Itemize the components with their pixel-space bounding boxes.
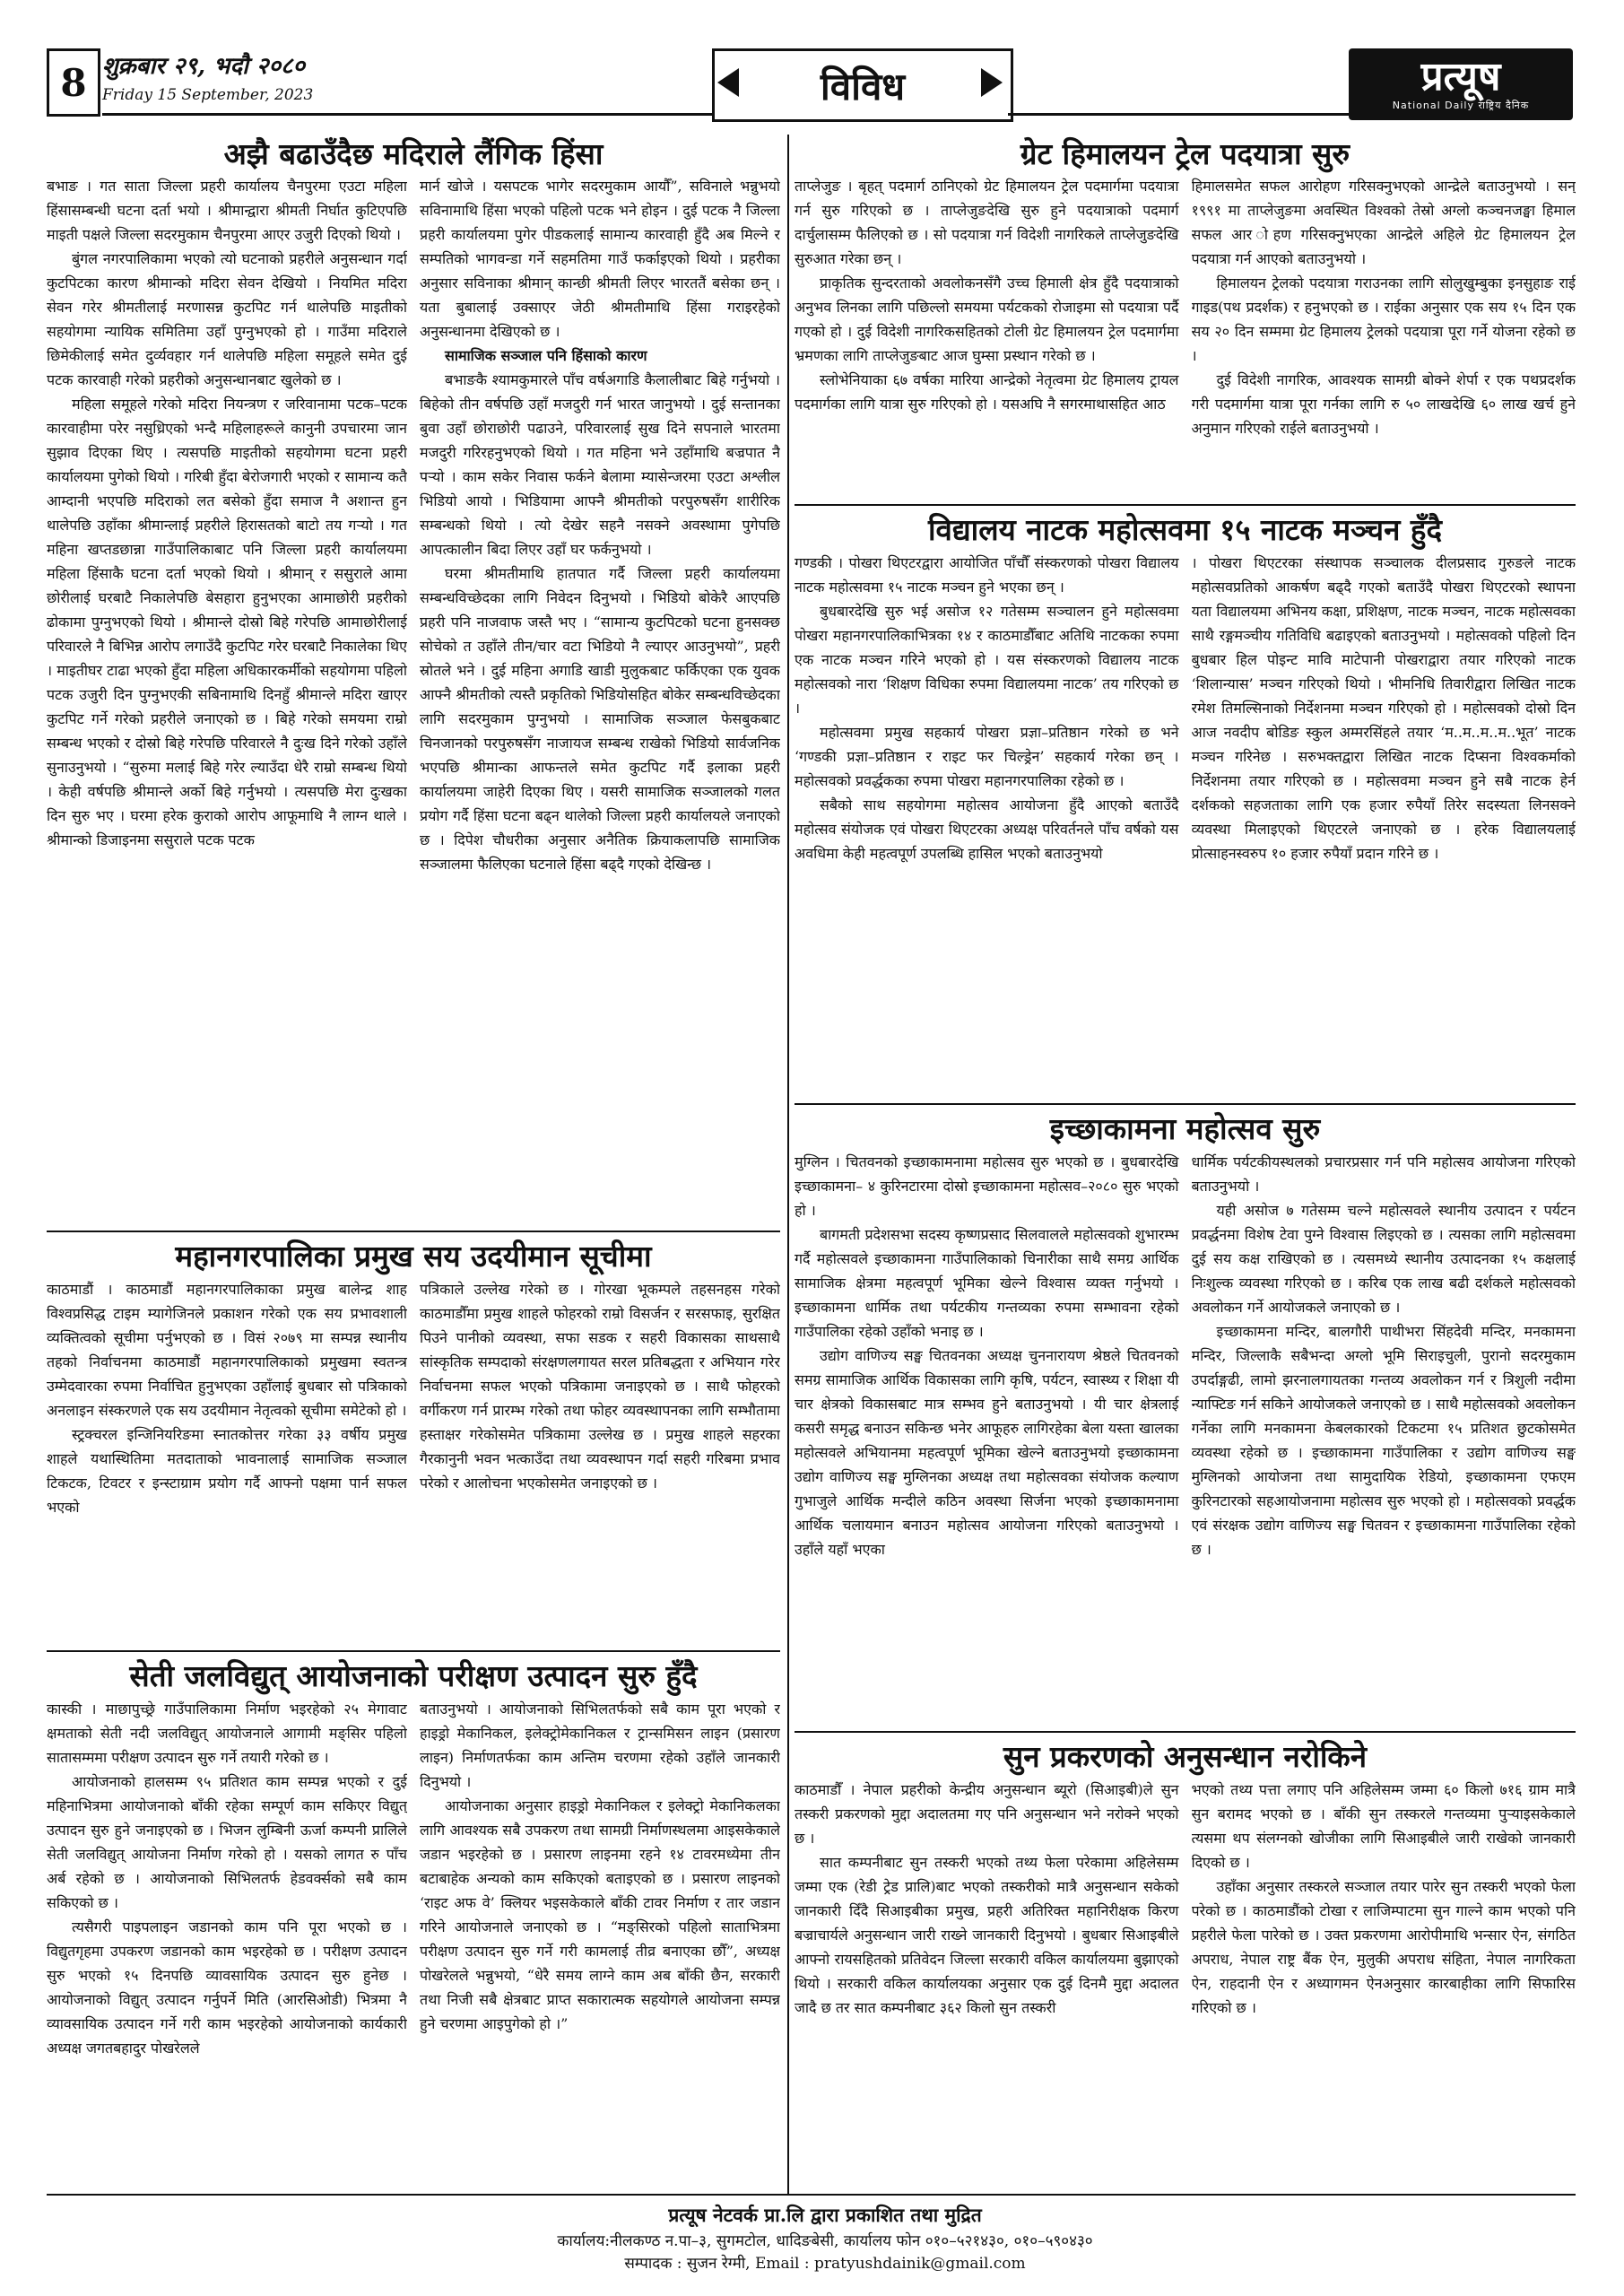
paragraph: ताप्लेजुङ । बृहत् पदमार्ग ठानिएको ग्रेट हिमालयन ट्रेल पदमार्गमा पदयात्रा गर्न सुरु गरिएको छ । ताप्लेजुङदेखि सुरु हुने पदयात्राको पदमार्ग दार्चुलासम्म फैलिएको छ । सो पदयात्रा गर्न विदेशी नागरिकले ताप्लेजुङदेखि सुरुआत गरेका छन् । [795, 178, 1179, 267]
article-column [1192, 174, 1576, 497]
paragraph: बुधबारदेखि सुरु भई असोज १२ गतेसम्म सञ्चालन हुने महोत्सवमा पोखरा महानगरपालिकाभित्रका १४ र काठमाडौँबाट अतिथि नाटकका रुपमा एक नाटक मञ्चन गरिने भएको हो । यस संस्करणको विद्यालय नाटक महोत्सवको नारा ‘शिक्षण विधिका रुपमा विद्यालयमा नाटक’ तय गरिएको छ । [795, 603, 1179, 717]
article-column [1192, 1778, 1576, 2187]
article-column [47, 1277, 407, 1645]
triangle-left-icon [717, 68, 739, 97]
date-english: Friday 15 September, 2023 [102, 86, 314, 104]
paragraph: आयोजनाको हालसम्म ९५ प्रतिशत काम सम्पन्न भएको र दुई महिनाभित्रमा आयोजनाको बाँकी रहेका सम्पूर्ण काम सकिएर विद्युत् उत्पादन सुरु हुने जनाइएको छ । भिजन लुम्बिनी ऊर्जा कम्पनी प्रालिले सेती जलविद्युत् आयोजना निर्माण गरेको हो । यसको लागत रु पाँच अर्ब रहेको छ । आयोजनाको सिभिलतर्फ हेडवर्क्सको सबै काम सकिएको छ । [47, 1773, 407, 1911]
paragraph: स्ट्रक्चरल इन्जिनियरिङमा स्नातकोत्तर गरेका ३३ वर्षीय प्रमुख शाहले यथास्थितिमा मतदाताको भावनालाई सामाजिक सञ्जाल टिकटक, टिवटर र इन्स्टाग्राम प्रयोग गर्दै आफ्नो पक्षमा पार्न सफल भएको [47, 1426, 407, 1516]
article-rule [47, 1231, 780, 1232]
article-rule [47, 1650, 780, 1652]
center-column-rule [787, 135, 789, 2194]
paragraph: बभाङकै श्यामकुमारले पाँच वर्षअगाडि कैलालीबाट बिहे गर्नुभयो । बिहेको तीन वर्षपछि उहाँ मजदुरी गर्न भारत जानुभयो । दुई सन्तानका बुवा उहाँ छोराछोरी पढाउने, परिवारलाई सुख दिने सपनाले भारतमा मजदुरी गरिरहनुभएको थियो । गत महिना भने उहाँमाथि बज्रपात नै पऱ्यो । काम सकेर निवास फर्कने बेलामा म्यासेन्जरमा एउटा अश्लील भिडियो आयो । भिडियामा आफ्नै श्रीमतीको परपुरुषसँग शारीरिक सम्बन्धको थियो । त्यो देखेर सहनै नसक्ने अवस्थामा पुगेपछि आपत्कालीन बिदा लिएर उहाँ घर फर्कनुभयो । [420, 371, 780, 558]
paragraph: प्राकृतिक सुन्दरताको अवलोकनसँगै उच्च हिमाली क्षेत्र हुँदै पदयात्राको अनुभव लिनका लागि पछिल्लो समयमा पर्यटकको रोजाइमा सो पदयात्रा पर्दै गएको हो । दुई विदेशी नागरिकसहितको टोली ग्रेट हिमालयन ट्रेल पदमार्गमा भ्रमणका लागि ताप्लेजुङबाट आज घुम्सा प्रस्थान गरेको छ । [795, 274, 1179, 364]
paragraph: कास्की । माछापुच्छ्रे गाउँपालिकामा निर्माण भइरहेको २५ मेगावाट क्षमताको सेती नदी जलविद्युत् आयोजनाले आगामी मङ्सिर पहिलो सातासम्ममा परीक्षण उत्पादन सुरु गर्ने तयारी गरेको छ । [47, 1700, 407, 1766]
article-column [47, 1697, 407, 2187]
headline: सेती जलविद्युत् आयोजनाको परीक्षण उत्पादन सुरु हुँदै [129, 1658, 698, 1693]
paragraph: बताउनुभयो । आयोजनाको सिभिलतर्फको सबै काम पूरा भएको र हाइड्रो मेकानिकल, इलेक्ट्रोमेकानिकल र ट्रान्समिसन लाइन (प्रसारण लाइन) निर्माणतर्फका काम अन्तिम चरणमा रहेको उहाँले जानकारी दिनुभयो । [420, 1700, 780, 1790]
headline: इच्छाकामना महोत्सव सुरु [1049, 1111, 1321, 1146]
editor-email: सम्पादक : सुजन रेग्मी, Email : pratyushdainik@gmail.com [624, 2255, 1026, 2273]
paragraph: स्लोभेनियाका ६७ वर्षका मारिया आन्द्रेको नेतृत्वमा ग्रेट हिमालय ट्रायल पदमार्गका लागि यात्रा सुरु गरिएको हो । यसअघि नै सगरमाथासहित आठ [795, 371, 1179, 413]
paragraph: बुंगल नगरपालिकामा भएको त्यो घटनाको प्रहरीले अनुसन्धान गर्दा कुटपिटका कारण श्रीमान्को मदिरा सेवन देखियो । नियमित मदिरा सेवन गरेर श्रीमतीलाई मरणासन्न कुटपिट गर्न थालेपछि माइतीको सहयोगमा न्यायिक समितिमा उहाँ पुग्नुभएको हो । गाउँमा मदिराले छिमेकीलाई समेत दुर्व्यवहार गर्न थालेपछि महिला समूहले समेत दुई पटक कारवाही गरेको प्रहरीको अनुसन्धानबाट खुलेको छ । [47, 250, 407, 388]
paragraph: बागमती प्रदेशसभा सदस्य कृष्णप्रसाद सिलवालले महोत्सवको शुभारम्भ गर्दै महोत्सवले इच्छाकामना गाउँपालिकाको चिनारीका साथै समग्र आर्थिक सामाजिक क्षेत्रमा महत्वपूर्ण भूमिका खेल्ने विश्वास व्यक्त गर्नुभयो । इच्छाकामना धार्मिक तथा पर्यटकीय गन्तव्यका रुपमा सम्भावना रहेको गाउँपालिका रहेको उहाँको भनाइ छ । [795, 1226, 1179, 1340]
paragraph: मार्न खोजे । यसपटक भागेर सदरमुकाम आयौँ”, सविनाले भन्नुभयो सविनामाथि हिंसा भएको पहिलो पटक भने होइन । दुई पटक नै जिल्ला प्रहरी कार्यालयमा पुगेर पीडकलाई सामान्य कारवाही हुँदै अब मिल्ने र सम्पतिको भागवन्डा गर्ने सहमतिमा गाउँ फर्काइएको थियो । प्रहरीका अनुसार सविनाका श्रीमान् कान्छी श्रीमती लिएर भारततैं बसेका छन् । यता बुबालाई उक्साएर जेठी श्रीमतीमाथि हिंसा गराइरहेको अनुसन्धानमा देखिएको छ । [420, 178, 780, 340]
paragraph: पत्रिकाले उल्लेख गरेको छ । गोरखा भूकम्पले तहसनहस गरेको काठमाडौँमा प्रमुख शाहले फोहरको राम्रो विसर्जन र सरसफाइ, सुरक्षित पिउने पानीको व्यवस्था, सफा सडक र सहरी विकासका साथसाथै सांस्कृतिक सम्पदाको संरक्षणलगायत सरल प्रतिबद्धता र अभियान गरेर निर्वाचनमा सफल भएको पत्रिकामा जनाइएको छ । साथै फोहरको वर्गीकरण गर्न प्रारम्भ गरेको तथा फोहर व्यवस्थापनका लागि सम्भौतामा हस्ताक्षर गरेकोसमेत पत्रिकामा उल्लेख छ । प्रमुख शाहले सहरका गैरकानुनी भवन भत्काउँदा तथा व्यवस्थापन गर्दा सहरी गरिबमा प्रभाव परेको र आलोचना भएकोसमेत जनाइएको छ । [420, 1281, 780, 1492]
article-metro-entrepreneurs [47, 1236, 780, 1648]
paragraph: भएको तथ्य पत्ता लगाए पनि अहिलेसम्म जम्मा ६० किलो ७१६ ग्राम मात्रै सुन बरामद भएको छ । बाँकी सुन तस्करले गन्तव्यमा पुऱ्याइसकेकाले त्यसमा थप संलग्नको खोजीका लागि सिआइबीले जारी राखेको जानकारी दिएको छ । [1191, 1781, 1576, 1871]
paragraph: आयोजनाका अनुसार हाइड्रो मेकानिकल र इलेक्ट्रो मेकानिकलका लागि आवश्यक सबै उपकरण तथा सामग्री निर्माणस्थलमा आइसकेकाले जडान भइरहेको छ । प्रसारण लाइनमा रहने १४ टावरमध्येमा तीन बटाबाहेक अन्यको काम सकिएको बताइएको छ । प्रसारण लाइनको ‘राइट अफ वे’ क्लियर भइसकेकाले बाँकी टावर निर्माण र तार जडान गरिने आयोजनाले जनाएको छ । “मङ्सिरको पहिलो साताभित्रमा परीक्षण उत्पादन सुरु गर्ने गरी कामलाई तीव्र बनाएका छौँ”, अध्यक्ष पोखरेलले भन्नुभयो, “धेरै समय लाग्ने काम अब बाँकी छैन, सरकारी तथा निजी सबै क्षेत्रबाट प्राप्त सकारात्मक सहयोगले आयोजना सम्पन्न हुने चरणमा आइपुगेको हो ।” [420, 1797, 780, 2032]
footer-rule [47, 2194, 1576, 2196]
date-nepali: शुक्रबार २९, भदौ २०८० [102, 53, 306, 80]
paragraph: उद्योग वाणिज्य सङ्घ चितवनका अध्यक्ष चुननारायण श्रेष्ठले चितवनको समग्र सामाजिक आर्थिक विकासका लागि कृषि, पर्यटन, स्वास्थ्य र शिक्षा यी चार क्षेत्रको विकासबाट मात्र सम्भव हुने बताउनुभयो । यी चार क्षेत्रलाई कसरी समृद्ध बनाउन सकिन्छ भनेर आफूहरु लागिरहेका बेला यस्ता खालका महोत्सवले अभियानमा महत्वपूर्ण भूमिका खेल्ने बताउनुभयो इच्छाकामना उद्योग वाणिज्य सङ्घ मुग्लिनका अध्यक्ष तथा महोत्सवका संयोजक कल्याण गुभाजुले आर्थिक मन्दीले कठिन अवस्था सिर्जना भएको इच्छाकामनामा आर्थिक चलायमान बनाउन महोत्सव आयोजना गरिएको बताउनुभयो । उहाँले यहाँ भएका [795, 1347, 1179, 1558]
paragraph: घरमा श्रीमतीमाथि हातपात गर्दै जिल्ला प्रहरी कार्यालयमा सम्बन्धविच्छेदका लागि निवेदन दिनुभयो । भिडियो बोकेरै आएपछि प्रहरी पनि नाजवाफ जस्तै भए । “सामान्य कुटपिटको घटना हुनसक्छ सोचेको त उहाँले तीन/चार वटा भिडियो नै ल्याएर आउनुभयो”, प्रहरी स्रोतले भने । दुई महिना अगाडि खाडी मुलुकबाट फर्किएका एक युवक आफ्नै श्रीमतीको त्यस्तै प्रकृतिको भिडियोसहित बोकेर सम्बन्धविच्छेदका लागि सदरमुकाम पुग्नुभयो । सामाजिक सञ्जाल फेसबुकबाट चिनजानको परपुरुषसँग नाजायज सम्बन्ध राखेको भिडियो सार्वजनिक भएपछि श्रीमान्का आफन्तले समेत कुटपिट गर्दै इलाका प्रहरी कार्यालयमा जाहेरी दिएका थिए । यसरी सामाजिक सञ्जालको गलत प्रयोग गर्दै हिंसा घटना बढ्न थालेको जिल्ला प्रहरी कार्यालयले जनाएको छ । दिपेश चौधरीका अनुसार अनैतिक क्रियाकलापछि सामाजिक सञ्जालमा फैलिएका घटनाले हिंसा बढ्दै गएको देखिन्छ । [420, 565, 780, 873]
headline: अझै बढाउँदैछ मदिराले लैंगिक हिंसा [223, 136, 604, 171]
article-column [420, 1697, 780, 2187]
article-rule [795, 1103, 1576, 1105]
article-great-himalaya-trail [795, 135, 1576, 502]
paragraph: । पोखरा थिएटरका संस्थापक सञ्चालक दीलप्रसाद गुरुङले नाटक महोत्सवप्रतिको आकर्षण बढ्दै गएको बताउँदै पोखरा थिएटरको स्थापना यता विद्यालयमा अभिनय कक्षा, प्रशिक्षण, नाटक मञ्चन, नाटक महोत्सवका साथै रङ्गमञ्चीय गतिविधि बढाइएको बताउनुभयो । महोत्सवको पहिलो दिन बुधबार हिल पोइन्ट मावि माटेपानी पोखराद्वारा तयार गरिएको नाटक ‘शिलान्यास’ मञ्चन गरिएको थियो । भीमनिधि तिवारीद्वारा लिखित नाटक रमेश तिमल्सिनाको निर्देशनमा मञ्चन गरिएको हो । महोत्सवको दोस्रो दिन आज नवदीप बोडिङ स्कुल अम्मरसिंहले तयार ‘म..म..म..म..भूत’ नाटक मञ्चन गरिनेछ । सरुभक्तद्वारा लिखित नाटक दिप्सना विश्वकर्माको निर्देशनमा तयार गरिएको छ । महोत्सवमा मञ्चन हुने सबै नाटक हेर्न दर्शकको सहजताका लागि एक हजार रुपैयाँ तिरेर सदस्यता लिनसक्ने व्यवस्था मिलाइएको थिएटरले जनाएको छ । हरेक विद्यालयलाई प्रोत्साहनस्वरुप १० हजार रुपैयाँ प्रदान गरिने छ । [1191, 554, 1576, 862]
article-school-drama [795, 509, 1576, 1101]
triangle-right-icon [981, 68, 1003, 97]
masthead [47, 48, 1576, 122]
article-ichchhakamana [795, 1109, 1576, 1729]
office-address: कार्यालय:नीलकण्ठ न.पा–३, सुगमटोल, धादिङबेसी, कार्यालय फोन ०१०–५२१४३०, ०१०–५९०४३० [557, 2232, 1093, 2250]
paragraph: महोत्सवमा प्रमुख सहकार्य पोखरा प्रज्ञा–प्रतिष्ठान गरेको छ भने ‘गण्डकी प्रज्ञा–प्रतिष्ठान र राइट फर चिल्ड्रेन’ सहकार्य गरेका छन् । महोत्सवको प्रवर्द्धकका रुपमा पोखरा महानगरपालिका रहेको छ । [795, 724, 1179, 789]
paragraph: त्यसैगरी पाइपलाइन जडानको काम पनि पूरा भएको छ । विद्युतगृहमा उपकरण जडानको काम भइरहेको छ । परीक्षण उत्पादन सुरु भएको १५ दिनपछि व्यावसायिक उत्पादन सुरु हुनेछ । आयोजनाको विद्युत् उत्पादन गर्नुपर्ने मिति (आरसिओडी) भित्रमा नै व्यावसायिक उत्पादन गर्ने गरी काम भइरहेको आयोजनाको कार्यकारी अध्यक्ष जगतबहादुर पोखरेलले [47, 1918, 407, 2057]
article-column [795, 1778, 1179, 2187]
article-seti-hydro [47, 1656, 780, 2190]
article-rule [795, 504, 1576, 506]
article-column [1192, 1150, 1576, 1726]
logo-tagline: National Daily राष्ट्रिय दैनिक [1392, 99, 1530, 111]
page-number: 8 [47, 48, 100, 117]
publisher-line: प्रत्यूष नेटवर्क प्रा.लि द्वारा प्रकाशित तथा मुद्रित [668, 2204, 982, 2226]
article-column [47, 174, 407, 1223]
article-column [795, 174, 1179, 497]
headline: विद्यालय नाटक महोत्सवमा १५ नाटक मञ्चन हुँदै [928, 512, 1442, 547]
paragraph: हिमालयन ट्रेलको पदयात्रा गराउनका लागि सोलुखुम्बुका इनसुहाङ राई गाइड(पथ प्रदर्शक) र हनुभएको छ । राईका अनुसार एक सय १५ दिन एक सय २० दिन सम्ममा ग्रेट हिमालय ट्रेलको पदयात्रा पूरा गर्ने योजना रहेको छ । [1191, 274, 1576, 364]
subheading: सामाजिक सञ्जाल पनि हिंसाको कारण [445, 347, 647, 364]
paragraph: यही असोज ७ गतेसम्म चल्ने महोत्सवले स्थानीय उत्पादन र पर्यटन प्रवर्द्धनमा विशेष टेवा पुग्ने विश्वास लिइएको छ । त्यसका लागि महोत्सवमा दुई सय कक्ष राखिएको छ । त्यसमध्ये स्थानीय उत्पादनका १५ कक्षलाई निःशुल्क व्यवस्था गरिएको छ । करिब एक लाख बढी दर्शकले महोत्सवको अवलोकन गर्ने आयोजकले जनाएको छ । [1191, 1202, 1576, 1316]
paragraph: गण्डकी । पोखरा थिएटरद्वारा आयोजित पाँचौँ संस्करणको पोखरा विद्यालय नाटक महोत्सवमा १५ नाटक मञ्चन हुने भएका छन् । [795, 554, 1179, 596]
article-rule [795, 1731, 1576, 1733]
header-rule-left [102, 113, 712, 116]
article-column [1192, 551, 1576, 1098]
paragraph: सबैको साथ सहयोगमा महोत्सव आयोजना हुँदै आएको बताउँदै महोत्सव संयोजक एवं पोखरा थिएटरका अध्यक्ष परिवर्तनले पाँच वर्षको यस अवधिमा केही महत्वपूर्ण उपलब्धि हासिल भएको बताउनुभयो [795, 796, 1179, 862]
article-gold-smuggling [795, 1736, 1576, 2190]
headline: महानगरपालिका प्रमुख सय उदयीमान सूचीमा [175, 1239, 652, 1274]
article-liquor-violence [47, 135, 780, 1229]
imprint [421, 2203, 1229, 2273]
article-column [420, 1277, 780, 1645]
paragraph: महिला समूहले गरेको मदिरा नियन्त्रण र जरिवानामा पटक–पटक कारवाहीमा परेर नसुध्रिएको भन्दै महिलाहरूले कानुनी उपचारमा जान सुझाव दिएका थिए । त्यसपछि माइतीको सहयोगमा घटना प्रहरी कार्यालयमा पुगेको थियो । गरिबी हुँदा बेरोजगारी भएको र सामान्य कतै आम्दानी भएपछि मदिराको लत बसेको हुँदा समाज नै अशान्त हुन थालेपछि उहाँका श्रीमान्लाई प्रहरीले हिरासतको बाटो तय गऱ्यो । गत महिना खप्तडछान्ना गाउँपालिकाबाट पनि जिल्ला प्रहरी कार्यालयमा महिला हिंसाकै घटना दर्ता भएको थियो । श्रीमान् र ससुराले आमा छोरीलाई घरबाटै निकालेपछि बेसहारा हुनुभएका आमाछोरी प्रहरीको ढोकामा पुग्नुभएको थियो । श्रीमान्ले दोस्रो बिहे गरेपछि आमाछोरीलाई परिवारले नै बिभिन्न आरोप लगाउँदै कुटपिट गरेर घरबाटै निकालेका थिए । माइतीघर टाढा भएको हुँदा महिला अधिकारकर्मीको सहयोगमा पहिलो पटक उजुरी दिन पुग्नुभएकी सबिनामाथि दिनहुँ श्रीमान्ले मदिरा खाएर कुटपिट गर्ने गरेको प्रहरीले जनाएको छ । बिहे गरेको समयमा राम्रो सम्बन्ध भएको र दोस्रो बिहे गरेपछि परिवारले नै दुःख दिने गरेको उहाँले सुनाउनुभयो । “सुरुमा मलाई बिहे गरेर ल्याउँदा धेरै राम्रो सम्बन्ध थियो । केही वर्षपछि श्रीमान्ले अर्को बिहे गर्नुभयो । त्यसपछि मेरा दुःखका दिन सुरु भए । घरमा हरेक कुराको आरोप आफूमाथि नै लाग्न थाले । श्रीमान्को डिजाइनमा ससुराले पटक पटक [47, 396, 407, 848]
paragraph: सात कम्पनीबाट सुन तस्करी भएको तथ्य फेला परेकामा अहिलेसम्म जम्मा एक (रेडी ट्रेड प्रालि)बाट भएको तस्करीको मात्रै अनुसन्धान सकेको जानकारी दिँदै सिआइबीका प्रमुख, प्रहरी अतिरिक्त महानिरीक्षक किरण बज्राचार्यले अनुसन्धान जारी राख्ने जानकारी दिनुभयो । बुधबार सिआइबीले आफ्नो रायसहितको प्रतिवेदन जिल्ला सरकारी वकिल कार्यालयमा बुझाएको थियो । सरकारी वकिल कार्यालयका अनुसार एक दुई दिनमै मुद्दा अदालत जादै छ तर सात कम्पनीबाट ३६२ किलो सुन तस्करी [795, 1854, 1179, 2016]
headline: ग्रेट हिमालयन ट्रेल पदयात्रा सुरु [1020, 136, 1350, 171]
newspaper-logo [1349, 48, 1573, 120]
paragraph: इच्छाकामना मन्दिर, बालगौरी पाथीभरा सिंहदेवी मन्दिर, मनकामना मन्दिर, जिल्लाकै सबैभन्दा अग्लो भूमि सिराइचुली, पुरानो सदरमुकाम उपर्दाङ्गढी, लामो झरनालगायतका गन्तव्य अवलोकन गर्न र त्रिशुली नदीमा न्याफ्टिङ गर्न सकिने आयोजकले जनाएको छ । साथै महोत्सवको अवलोकन गर्नेका लागि मनकामना केबलकारको टिकटमा १५ प्रतिशत छुटकोसमेत व्यवस्था रहेको छ । इच्छाकामना गाउँपालिका र उद्योग वाणिज्य सङ्घ मुग्लिनको आयोजना तथा सामुदायिक रेडियो, इच्छाकामना एफएम कुरिनटारको सहआयोजनामा महोत्सव सुरु भएको हो । महोत्सवको प्रवर्द्धक एवं संरक्षक उद्योग वाणिज्य सङ्घ चितवन र इच्छाकामना गाउँपालिका रहेको छ । [1191, 1323, 1576, 1558]
paragraph: धार्मिक पर्यटकीयस्थलको प्रचारप्रसार गर्न पनि महोत्सव आयोजना गरिएको बताउनुभयो । [1191, 1153, 1576, 1195]
paragraph: हिमालसमेत सफल आरोहण गरिसक्नुभएको आन्द्रेले बताउनुभयो । सन् १९९१ मा ताप्लेजुङमा अवस्थित विश्वको तेस्रो अग्लो कञ्चनजङ्घा हिमाल सफल आर ोहण गरिसक्नुभएका आन्द्रेले अहिले ग्रेट हिमालयन ट्रेल पदयात्रा गर्न आएको बताउनुभयो । [1191, 178, 1576, 267]
section-title: विविध [712, 48, 1013, 122]
article-column [420, 174, 780, 1223]
paragraph: काठमाडौं । काठमाडौं महानगरपालिकाका प्रमुख बालेन्द्र शाह विश्वप्रसिद्ध टाइम म्यागेजिनले प्रकाशन गरेको एक सय प्रभावशाली व्यक्तित्वको सूचीमा पर्नुभएको छ । विसं २०७९ मा सम्पन्न स्थानीय तहको निर्वाचनमा काठमाडौं महानगरपालिकाको प्रमुखमा स्वतन्त्र उम्मेदवारका रुपमा निर्वाचित हुनुभएका उहाँलाई बुधबार सो पत्रिकाको अनलाइन संस्करणले एक सय उदयीमान नेतृत्वको सूचीमा समेटेको हो । [47, 1281, 407, 1419]
headline: सुन प्रकरणको अनुसन्धान नरोकिने [1003, 1739, 1368, 1774]
paragraph: काठमाडौँ । नेपाल प्रहरीको केन्द्रीय अनुसन्धान ब्यूरो (सिआइबी)ले सुन तस्करी प्रकरणको मुद्दा अदालतमा गए पनि अनुसन्धान भने नरोक्ने भएको छ । [795, 1781, 1179, 1847]
logo-wordmark: प्रत्यूष [1420, 53, 1501, 100]
article-column [795, 551, 1179, 1098]
dateline [102, 48, 479, 115]
header-rule-right [1008, 113, 1349, 116]
paragraph: मुग्लिन । चितवनको इच्छाकामनामा महोत्सव सुरु भएको छ । बुधबारदेखि इच्छाकामना– ४ कुरिनटारमा दोस्रो इच्छाकामना महोत्सव–२०८० सुरु भएको हो । [795, 1153, 1179, 1219]
paragraph: उहाँका अनुसार तस्करले सञ्जाल तयार पारेर सुन तस्करी भएको फेला परेको छ । काठमाडौंको टोखा र लाजिम्पाटमा सुन गाल्ने काम भएको पनि प्रहरीले फेला पारेको छ । उक्त प्रकरणमा आरोपीमाथि भन्सार ऐन, संगठित अपराध, नेपाल राष्ट्र बैंक ऐन, मुलुकी अपराध संहिता, नेपाल नागरिकता ऐन, राहदानी ऐन र अध्यागमन ऐनअनुसार कारबाहीका लागि सिफारिस गरिएको छ । [1191, 1878, 1576, 2016]
paragraph: दुई विदेशी नागरिक, आवश्यक सामग्री बोक्ने शेर्पा र एक पथप्रदर्शक गरी पदमार्गमा यात्रा पूरा गर्नका लागि रु ५० लाखदेखि ६० लाख खर्च हुने अनुमान गरिएको राईले बताउनुभयो । [1191, 371, 1576, 437]
article-column [795, 1150, 1179, 1726]
paragraph: बभाङ । गत साता जिल्ला प्रहरी कार्यालय चैनपुरमा एउटा महिला हिंसासम्बन्धी घटना दर्ता भयो । श्रीमान्द्वारा श्रीमती निर्घात कुटिएपछि माइती पक्षले जिल्ला सदरमुकाम चैनपुरमा आएर उजुरी दिएको थियो । [47, 178, 407, 243]
